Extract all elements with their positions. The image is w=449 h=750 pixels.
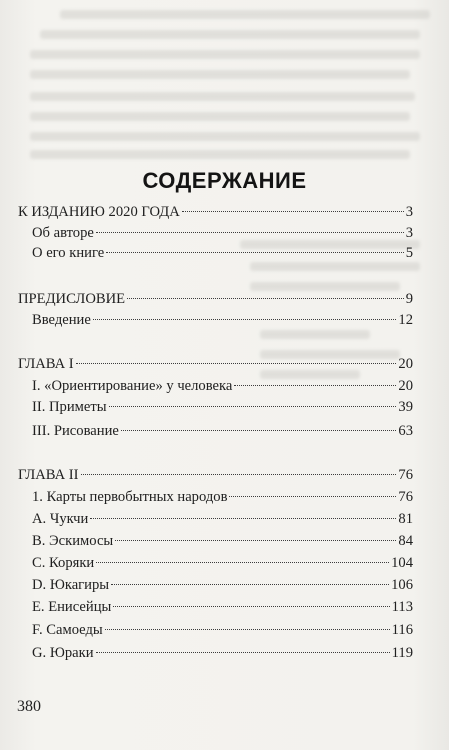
page-number: 380: [17, 698, 41, 715]
toc-entry-yukaghirs[interactable]: [32, 576, 413, 594]
leader-dots: [93, 319, 397, 320]
toc-entry-page: 3: [405, 225, 413, 241]
toc-entry-about-author[interactable]: [32, 224, 413, 242]
toc-entry-title: F. Самоеды: [32, 622, 103, 638]
toc-entry-title: E. Енисейцы: [32, 599, 112, 615]
toc-entry-page: 20: [398, 378, 413, 394]
toc-entry-title: Об авторе: [32, 225, 94, 241]
leader-dots: [182, 211, 404, 212]
toc-entry-title: B. Эскимосы: [32, 533, 114, 549]
toc-entry-drawing[interactable]: [32, 422, 413, 440]
toc-entry-title: Введение: [32, 312, 91, 328]
toc-entry-title: ГЛАВА II: [18, 467, 79, 483]
toc-entry-title: К ИЗДАНИЮ 2020 ГОДА: [18, 204, 180, 220]
toc-entry-page: 113: [391, 599, 413, 615]
toc-entry-title: III. Рисование: [32, 423, 119, 439]
toc-entry-page: 9: [405, 291, 413, 307]
toc-entry-page: 104: [391, 555, 413, 571]
toc-entry-page: 76: [398, 489, 413, 505]
toc-entry-preface[interactable]: [18, 290, 413, 308]
leader-dots: [96, 562, 389, 563]
toc-entry-chapter-2[interactable]: [18, 466, 413, 484]
leader-dots: [76, 363, 397, 364]
leader-dots: [113, 606, 389, 607]
leader-dots: [90, 518, 396, 519]
leader-dots: [96, 652, 390, 653]
toc-entry-title: C. Коряки: [32, 555, 95, 571]
toc-entry-page: 63: [398, 423, 413, 439]
toc-entry-page: 84: [398, 533, 413, 549]
toc-entry-page: 39: [398, 399, 413, 415]
toc-entry-title: G. Юраки: [32, 645, 94, 661]
toc-entry-primitive-maps[interactable]: [32, 488, 413, 506]
toc-entry-koryaks[interactable]: [32, 554, 413, 572]
toc-entry-about-book[interactable]: [32, 244, 413, 262]
toc-entry-signs[interactable]: [32, 398, 413, 416]
toc-entry-page: 12: [398, 312, 413, 328]
leader-dots: [127, 298, 404, 299]
toc-entry-page: 106: [391, 577, 413, 593]
toc-entry-title: А. Чукчи: [32, 511, 89, 527]
leader-dots: [109, 406, 397, 407]
toc-entry-title: ПРЕДИСЛОВИЕ: [18, 291, 126, 307]
toc-entry-yeniseians[interactable]: [32, 598, 413, 616]
leader-dots: [81, 474, 397, 475]
leader-dots: [229, 496, 396, 497]
toc-entry-chukchi[interactable]: [32, 510, 413, 528]
leader-dots: [106, 252, 403, 253]
leader-dots: [105, 629, 390, 630]
toc-entry-introduction[interactable]: [32, 311, 413, 329]
leader-dots: [111, 584, 389, 585]
toc-entry-edition-2020[interactable]: [18, 203, 413, 221]
toc-entry-yuraks[interactable]: [32, 644, 413, 662]
leader-dots: [121, 430, 397, 431]
leader-dots: [96, 232, 404, 233]
toc-entry-page: 20: [398, 356, 413, 372]
toc-entry-page: 5: [405, 245, 413, 261]
toc-entry-title: II. Приметы: [32, 399, 107, 415]
toc-entry-eskimos[interactable]: [32, 532, 413, 550]
toc-title: СОДЕРЖАНИЕ: [142, 168, 307, 193]
toc-entry-title: О его книге: [32, 245, 105, 261]
toc-entry-page: 119: [391, 645, 413, 661]
toc-entry-page: 116: [391, 622, 413, 638]
toc-entry-page: 3: [405, 204, 413, 220]
toc-entry-page: 81: [398, 511, 413, 527]
toc-entry-samoyeds[interactable]: [32, 621, 413, 639]
toc-entry-page: 76: [398, 467, 413, 483]
toc-entry-orientation[interactable]: [32, 377, 413, 395]
leader-dots: [115, 540, 396, 541]
toc-entry-chapter-1[interactable]: [18, 355, 413, 373]
toc-entry-title: D. Юкагиры: [32, 577, 110, 593]
toc-entry-title: I. «Ориентирование» у человека: [32, 378, 233, 394]
toc-entry-title: 1. Карты первобытных народов: [32, 489, 228, 505]
leader-dots: [234, 385, 396, 386]
toc-entry-title: ГЛАВА I: [18, 356, 74, 372]
